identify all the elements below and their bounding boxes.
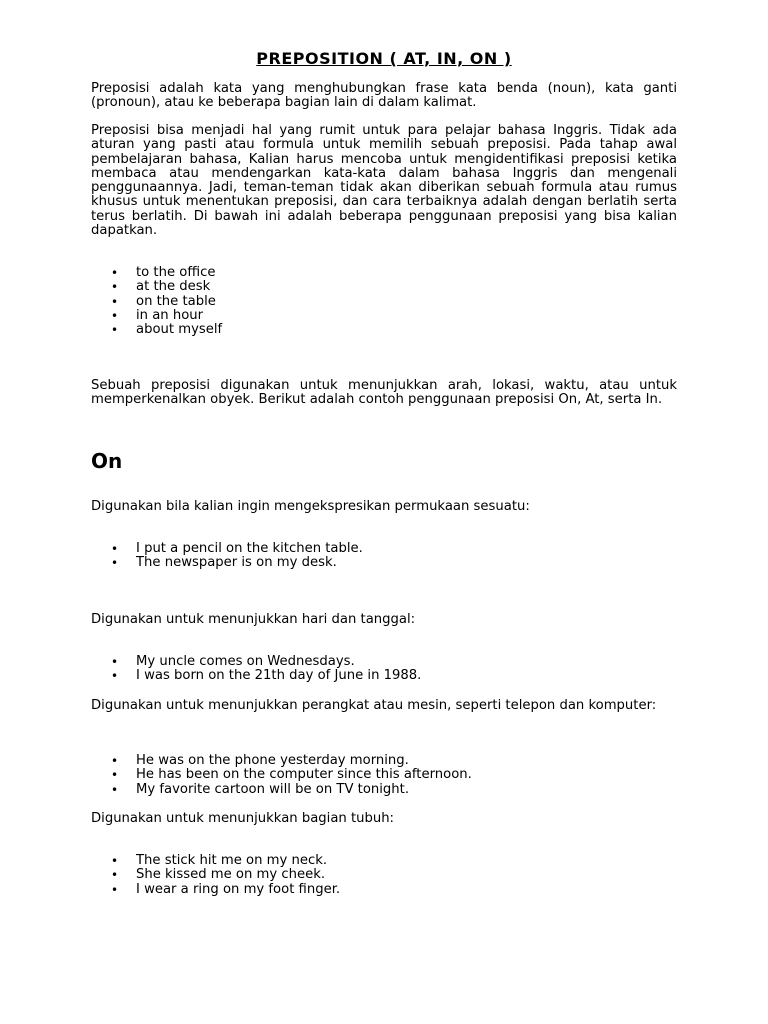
example-list — [91, 655, 421, 684]
list-item: • My favorite cartoon will be on TV tonight. — [111, 781, 410, 797]
list-item: • My uncle comes on Wednesdays. — [111, 654, 355, 669]
bullet-icon: • — [111, 782, 119, 797]
bullet-icon: • — [111, 868, 119, 883]
bullet-icon: • — [111, 556, 119, 571]
list-item: • in an hour — [111, 307, 204, 323]
example-list — [91, 854, 340, 897]
bullet-icon: • — [111, 323, 119, 338]
group-description: Digunakan untuk menunjukkan hari dan tanggal: — [91, 612, 416, 627]
example-list — [91, 266, 222, 337]
list-item: • to the office — [111, 265, 216, 280]
bullet-icon: • — [111, 542, 119, 556]
document-title: PREPOSITION ( AT, IN, ON ) — [256, 49, 512, 68]
list-item: • I wear a ring on my foot finger. — [111, 881, 341, 897]
bullet-icon: • — [111, 655, 119, 669]
list-item: • about myself — [111, 322, 223, 338]
section-heading-on: On — [91, 449, 123, 473]
list-item: • The stick hit me on my neck. — [111, 853, 328, 868]
bullet-icon: • — [111, 768, 119, 783]
group-description: Digunakan bila kalian ingin mengekspresikan permukaan sesuatu: — [91, 499, 530, 514]
bullet-icon: • — [111, 280, 119, 295]
group-description: Digunakan untuk menunjukkan perangkat atau mesin, seperti telepon dan komputer: — [91, 698, 657, 713]
group-description: Digunakan untuk menunjukkan bagian tubuh: — [91, 811, 395, 826]
bullet-icon: • — [111, 308, 119, 323]
list-item: • He was on the phone yesterday morning. — [111, 753, 409, 768]
bullet-icon: • — [111, 882, 119, 897]
bullet-icon: • — [111, 754, 119, 768]
list-item: • at the desk — [111, 279, 211, 295]
bullet-icon: • — [111, 294, 119, 309]
intro-paragraph-1: Preposisi adalah kata yang menghubungkan frase kata benda (noun), kata ganti (pronoun), atau ke beberapa bagian lain di dalam kalimat. — [91, 81, 677, 111]
list-item: • She kissed me on my cheek. — [111, 867, 326, 883]
list-item: • He has been on the computer since this afternoon. — [111, 767, 472, 783]
bullet-icon: • — [111, 854, 119, 868]
list-item: • on the table — [111, 293, 216, 309]
intro-paragraph-2: Preposisi bisa menjadi hal yang rumit untuk para pelajar bahasa Inggris. Tidak ada aturan yang pasti atau formula untuk memilih sebuah preposisi. Pada tahap awal pembelajaran bahasa, Kalian harus mencoba untuk mengidentifikasi preposisi ketika membaca atau mendengarkan kata-kata dalam bahasa Inggris dan mengenali penggunaannya. Jadi, teman-teman tidak akan diberikan sebuah formula atau rumus khusus untuk menentukan preposisi, dan cara terbaiknya adalah dengan berlatih serta terus berlatih. Di bawah ini adalah beberapa penggunaan preposisi yang bisa kalian dapatkan. — [91, 123, 677, 239]
list-item: • I was born on the 21th day of June in 1988. — [111, 668, 422, 684]
example-list — [91, 542, 363, 571]
example-list — [91, 754, 472, 797]
bullet-icon: • — [111, 266, 119, 280]
bullet-icon: • — [111, 669, 119, 684]
list-item: • I put a pencil on the kitchen table. — [111, 541, 363, 556]
intro-paragraph-3: Sebuah preposisi digunakan untuk menunjukkan arah, lokasi, waktu, atau untuk memperkenalkan obyek. Berikut adalah contoh penggunaan preposisi On, At, serta In. — [91, 378, 677, 408]
list-item: • The newspaper is on my desk. — [111, 555, 337, 571]
